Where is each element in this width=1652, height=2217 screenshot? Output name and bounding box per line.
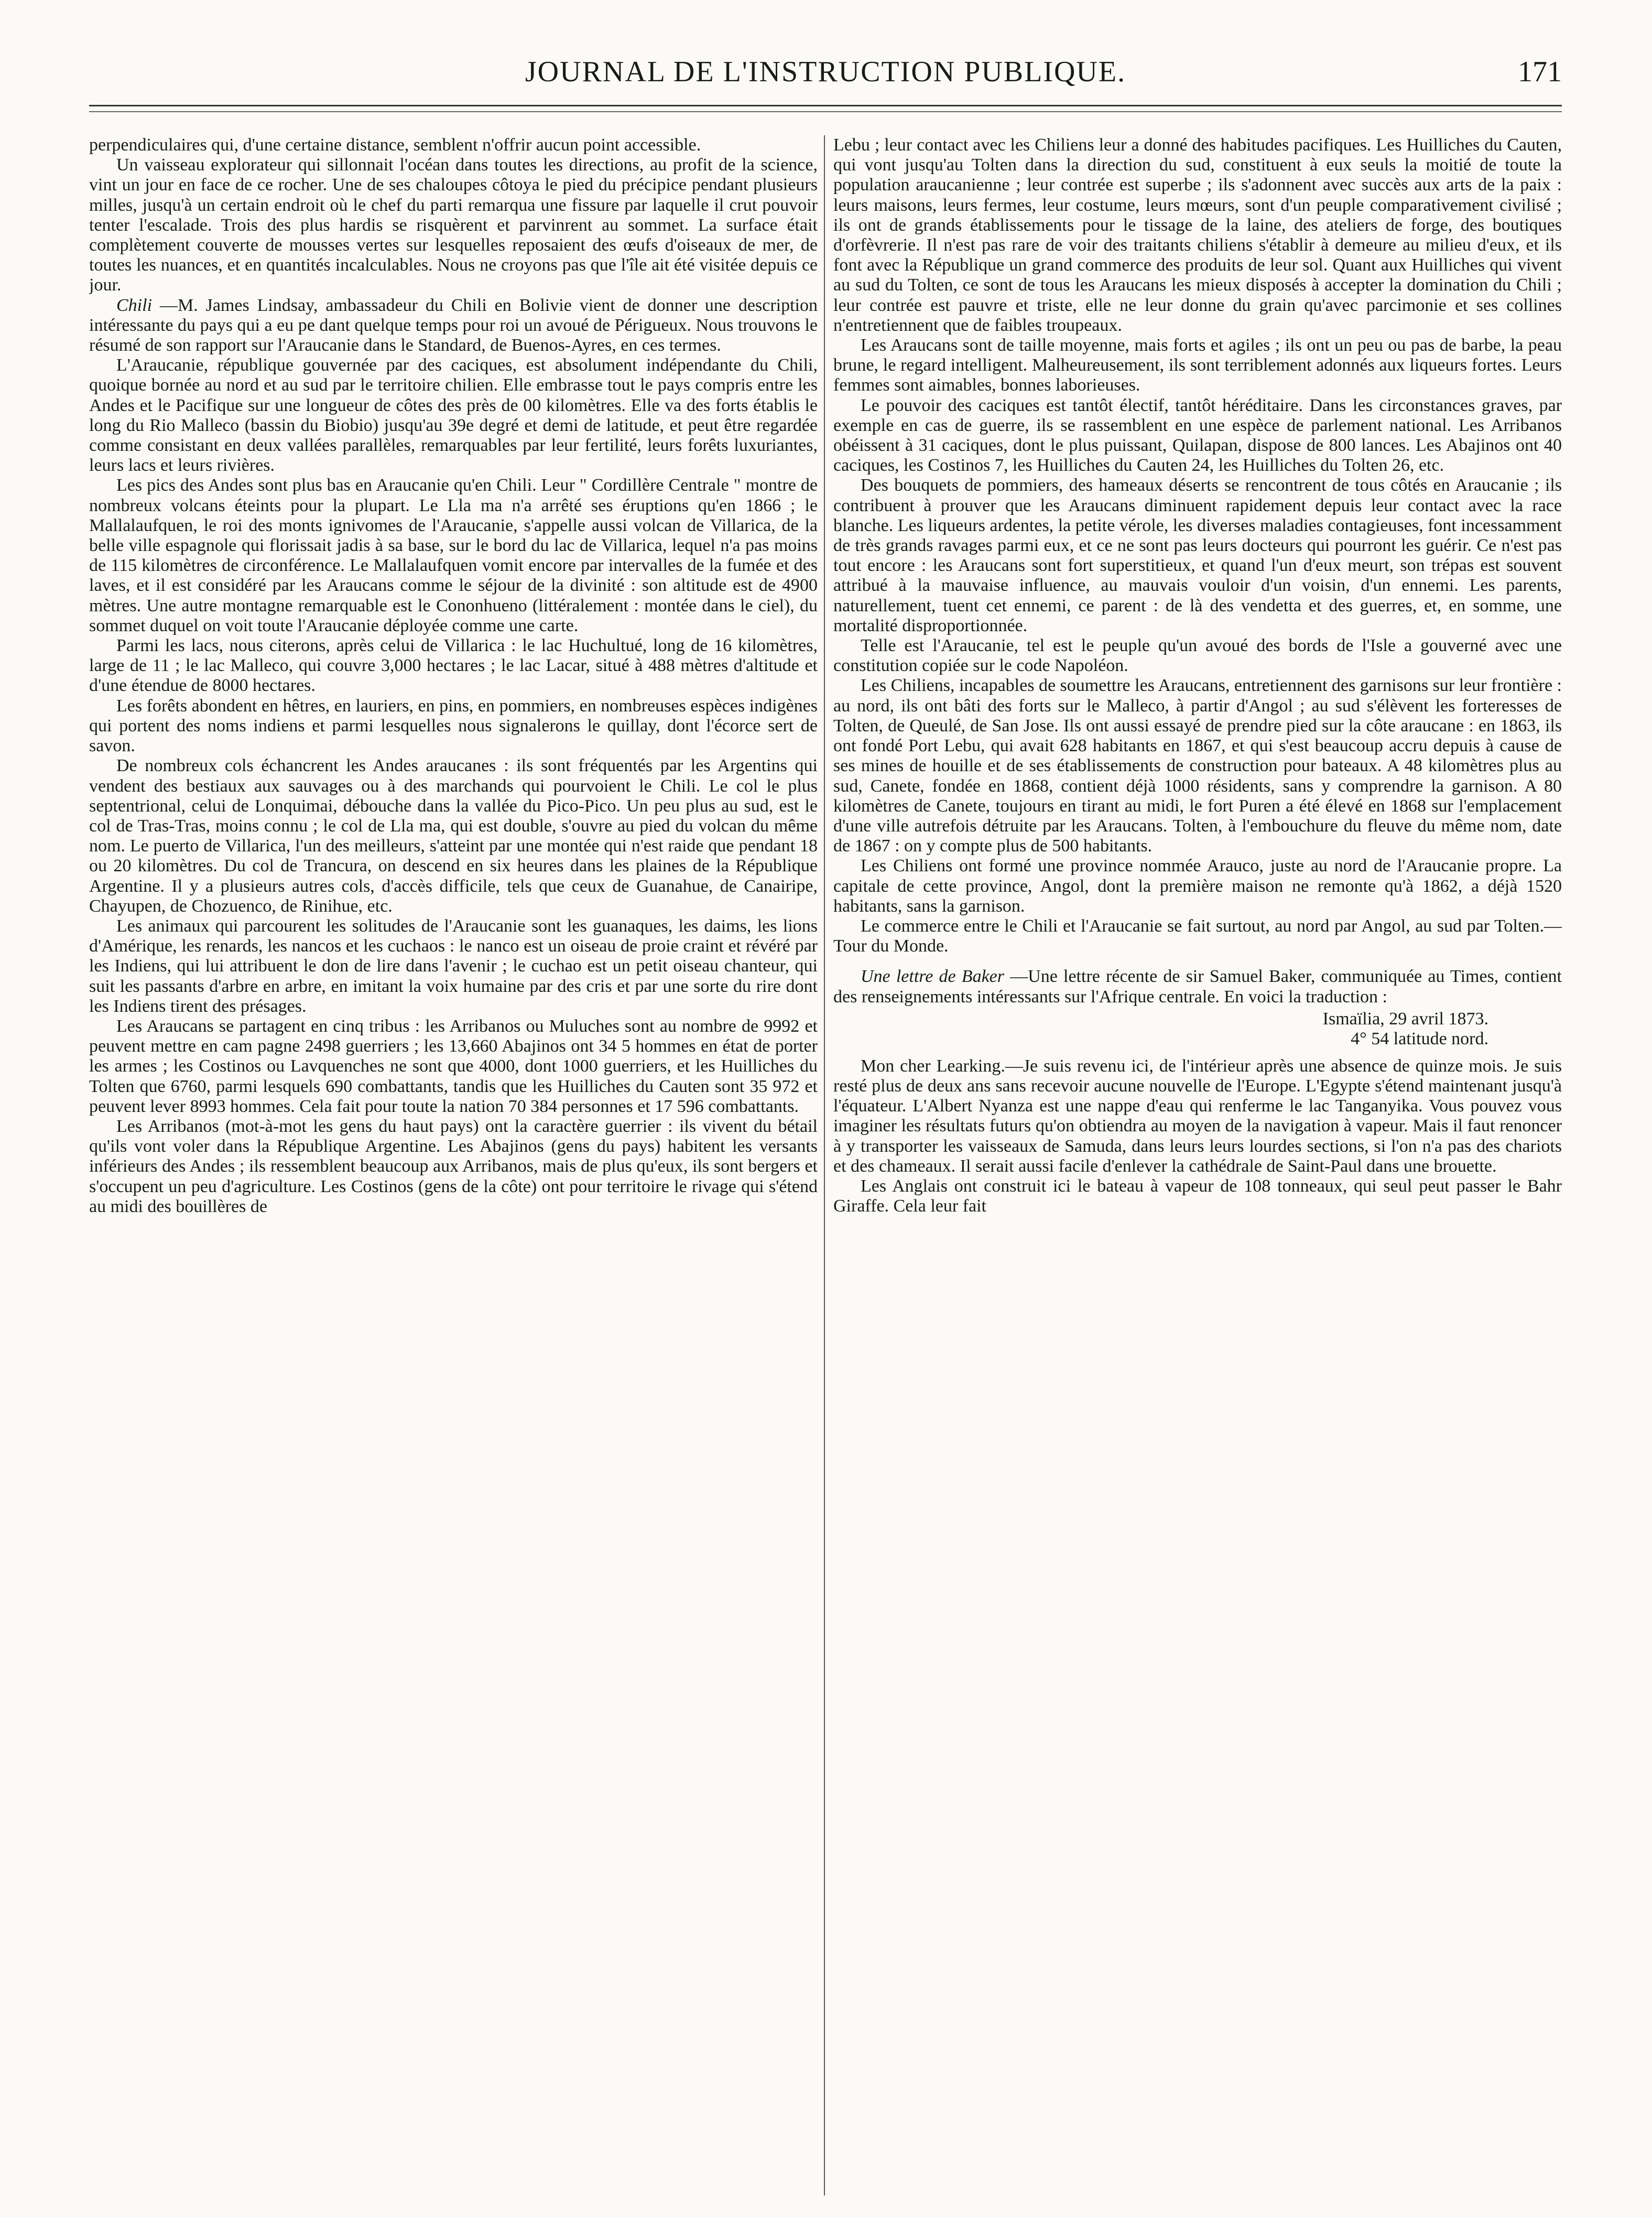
- paragraph: Les Anglais ont construit ici le bateau à vapeur de 108 tonneaux, qui seul peut passer le Bahr Giraffe. Cela leur fait: [833, 1176, 1562, 1216]
- paragraph: Les Araucans sont de taille moyenne, mais forts et agiles ; ils ont un peu ou pas de barbe, la peau brune, le regard intelligent. Malheureusement, ils sont terriblement adonnés aux liqueurs fortes. Leurs femmes sont aimables, bonnes laborieuses.: [833, 336, 1562, 395]
- paragraph: Les pics des Andes sont plus bas en Araucanie qu'en Chili. Leur " Cordillère Centrale " montre de nombreux volcans éteints pour la plupart. Le Lla ma n'a arrêté ses éruptions qu'en 1866 ; le Mallalaufquen, le roi des monts ignivomes de l'Araucanie, s'appelle aussi volcan de Villarica, de la belle ville espagnole qui florissait jadis à sa base, sur le bord du lac de Villarica, lequel n'a pas moins de 115 kilomètres de circonférence. Le Mallalaufquen vomit encore par intervalles de la fumée et des laves, et il est considéré par les Araucans comme le séjour de la divinité : son altitude est de 4900 mètres. Une autre montagne remarquable est le Cononhueno (littéralement : montée dans le ciel), du sommet duquel on voit toute l'Araucanie déployée comme une carte.: [89, 475, 818, 635]
- paragraph: Les Chiliens ont formé une province nommée Arauco, juste au nord de l'Araucanie propre. La capitale de cette province, Angol, dont la première maison ne remonte qu'à 1862, a déjà 1520 habitants, sans la garnison.: [833, 856, 1562, 916]
- paragraph: Le pouvoir des caciques est tantôt électif, tantôt héréditaire. Dans les circonstances graves, par exemple en cas de guerre, ils se rassemblent en une espèce de parlement national. Les Arribanos obéissent à 31 caciques, dont le plus puissant, Quilapan, dispose de 800 lances. Les Abajinos ont 40 caciques, les Costinos 7, les Huilliches du Cauten 24, les Huilliches du Tolten 26, etc.: [833, 395, 1562, 475]
- paragraph: Lebu ; leur contact avec les Chiliens leur a donné des habitudes pacifiques. Les Huilliches du Cauten, qui vont jusqu'au Tolten dans la direction du sud, constituent à eux seuls la moitié de toute la population araucanienne ; leur contrée est superbe ; ils s'adonnent avec succès aux arts de la paix : leurs maisons, leurs fermes, leur costume, leurs mœurs, sont d'un peuple comparativement civilisé ; ils ont de grands établissements pour le tissage de la laine, des ateliers de forge, des boutiques d'orfèvrerie. Il n'est pas rare de voir des traitants chiliens s'établir à demeure au milieu d'eux, et ils font avec la République un grand commerce des produits de leur sol. Quant aux Huilliches qui vivent au sud du Tolten, ce sont de tous les Araucans les mieux disposés à accepter la domination du Chili ; leur contrée est pauvre et triste, elle ne leur donne du grain qu'avec parcimonie et ses collines n'entretiennent que de faibles troupeaux.: [833, 135, 1562, 335]
- paragraph: Telle est l'Araucanie, tel est le peuple qu'un avoué des bords de l'Isle a gouverné avec une constitution copiée sur le code Napoléon.: [833, 636, 1562, 676]
- paragraph: Le commerce entre le Chili et l'Araucanie se fait surtout, au nord par Angol, au sud par Tolten.—Tour du Monde.: [833, 916, 1562, 956]
- paragraph-text: —Une lettre récente de sir Samuel Baker, communiquée au Times, contient des renseignements intéressants sur l'Afrique centrale. En voici la traduction :: [833, 967, 1562, 1007]
- paragraph: Les animaux qui parcourent les solitudes de l'Araucanie sont les guanaques, les daims, les lions d'Amérique, les renards, les nancos et les cuchaos : le nanco est un oiseau de proie craint et révéré par les Indiens, qui lui attribuent le don de lire dans l'avenir ; le cuchao est un petit oiseau chanteur, qui suit les passants d'arbre en arbre, en imitant la voix humaine par des cris et par une sorte du rire dont les Indiens tirent des présages.: [89, 916, 818, 1016]
- paragraph-text: —M. James Lindsay, ambassadeur du Chili en Bolivie vient de donner une description intéressante du pays qui a eu pe dant quelque temps pour roi un avoué de Périgueux. Nous trouvons le résumé de son rapport sur l'Araucanie dans le Standard, de Buenos-Ayres, en ces termes.: [89, 295, 818, 355]
- dateline-latitude: 4° 54 latitude nord.: [1351, 1029, 1488, 1048]
- header-rule-thin: [89, 111, 1562, 112]
- paragraph: De nombreux cols échancrent les Andes araucanes : ils sont fréquentés par les Argentins qui vendent des bestiaux aux sauvages ou à des marchands qui pourvoient le Chili. Le col le plus septentrional, celui de Lonquimai, débouche dans la vallée du Pico-Pico. Un peu plus au sud, est le col de Tras-Tras, moins connu ; le col de Lla ma, qui est double, s'ouvre au pied du volcan du même nom. Le puerto de Villarica, l'un des meilleurs, s'atteint par une montée qui n'est raide que pendant 18 ou 20 kilomètres. Du col de Trancura, on descend en six heures dans les plaines de la République Argentine. Il y a plusieurs autres cols, d'accès difficile, tels que ceux de Guanahue, de Canairipe, Chayupen, de Chozuenco, de Rinihue, etc.: [89, 756, 818, 916]
- header-rule: [89, 105, 1562, 106]
- section-lead: Une lettre de Baker: [861, 967, 1004, 987]
- letter-dateline: [833, 1009, 1562, 1049]
- right-column: [833, 135, 1562, 2196]
- paragraph: Mon cher Learking.—Je suis revenu ici, de l'intérieur après une absence de quinze mois. Je suis resté plus de deux ans sans recevoir aucune nouvelle de l'Europe. L'Egypte s'étend maintenant jusqu'à l'équateur. L'Albert Nyanza est une nappe d'eau qui renferme le lac Tanganyika. Vous pouvez vous imaginer les résultats futurs qu'on obtiendra au moyen de la navigation à vapeur. Mais il faut renoncer à y transporter les vaisseaux de Samuda, dans leurs leurs lourdes sections, si l'on n'a pas des chariots et des chameaux. Il serait aussi facile d'enlever la cathédrale de Saint-Paul dans une brouette.: [833, 1056, 1562, 1176]
- paragraph: perpendiculaires qui, d'une certaine distance, semblent n'offrir aucun point accessible.: [89, 135, 701, 155]
- page-number: 171: [1518, 56, 1562, 88]
- paragraph: Parmi les lacs, nous citerons, après celui de Villarica : le lac Huchultué, long de 16 kilomètres, large de 11 ; le lac Malleco, qui couvre 3,000 hectares ; le lac Lacar, situé à 488 mètres d'altitude et d'une étendue de 8000 hectares.: [89, 636, 818, 696]
- paragraph-baker: [833, 967, 1562, 1007]
- paragraph: Les forêts abondent en hêtres, en lauriers, en pins, en pommiers, en nombreuses espèces indigènes qui portent des noms indiens et parmi lesquelles nous signalerons le quillay, dont l'écorce sert de savon.: [89, 696, 818, 756]
- section-lead: Chili: [116, 295, 153, 315]
- paragraph: Des bouquets de pommiers, des hameaux déserts se rencontrent de tous côtés en Araucanie ; ils contribuent à prouver que les Araucans diminuent rapidement depuis leur contact avec la race blanche. Les liqueurs ardentes, la petite vérole, les diverses maladies contagieuses, font incessamment de très grands ravages parmi eux, et ce ne sont pas leurs docteurs qui pourront les guérir. Ce n'est pas tout encore : les Araucans sont fort superstitieux, et quand l'un d'eux meurt, son trépas est souvent attribué à la mauvaise influence, au mauvais vouloir d'un voisin, d'un ennemi. Les parents, naturellement, tuent cet ennemi, ce parent : de là des vendetta et des guerres, et, en somme, une mortalité disproportionnée.: [833, 475, 1562, 635]
- left-column: [89, 135, 818, 2196]
- page-header: [89, 50, 1562, 97]
- paragraph: Les Araucans se partagent en cinq tribus : les Arribanos ou Muluches sont au nombre de 9992 et peuvent mettre en cam pagne 2498 guerriers ; les 13,660 Abajinos ont 34 5 hommes en état de porter les armes ; les Costinos ou Lavquenches ne sont que 4000, dont 1000 guerriers, et les Huilliches du Tolten que 6760, parmi lesquels 690 combattants, tandis que les Huilliches du Cauten sont 35 972 et peuvent lever 8993 hommes. Cela fait pour toute la nation 70 384 personnes et 17 596 combattants.: [89, 1016, 818, 1116]
- paragraph: L'Araucanie, république gouvernée par des caciques, est absolument indépendante du Chili, quoique bornée au nord et au sud par le territoire chilien. Elle embrasse tout le pays compris entre les Andes et le Pacifique sur une longueur de côtes des près de 00 kilomètres. Elle va des forts établis le long du Rio Malleco (bassin du Biobio) jusqu'au 39e degré et demi de latitude, et peut être regardée comme consistant en deux vallées parallèles, remarquables par leur fertilité, leurs forêts luxuriantes, leurs lacs et leurs rivières.: [89, 355, 818, 475]
- column-divider: [824, 135, 825, 2196]
- paragraph: Un vaisseau explorateur qui sillonnait l'océan dans toutes les directions, au profit de la science, vint un jour en face de ce rocher. Une de ses chaloupes côtoya le pied du précipice pendant plusieurs milles, jusqu'à un certain endroit où le chef du parti remarqua une fissure par laquelle il crut pouvoir tenter l'escalade. Trois des plus hardis se risquèrent et parvinrent au sommet. La surface était complètement couverte de mousses vertes sur lesquelles reposaient des œufs d'oiseaux de mer, de toutes les nuances, et en quantités incalculables. Nous ne croyons pas que l'île ait été visitée depuis ce jour.: [89, 155, 818, 295]
- journal-title: JOURNAL DE L'INSTRUCTION PUBLIQUE.: [525, 56, 1126, 88]
- paragraph-chili: [89, 296, 818, 356]
- dateline-place-date: Ismaïlia, 29 avril 1873.: [1322, 1009, 1488, 1029]
- paragraph: Les Arribanos (mot-à-mot les gens du haut pays) ont la caractère guerrier : ils vivent du bétail qu'ils vont voler dans la République Argentine. Les Abajinos (gens du pays) habitent les versants inférieurs des Andes ; ils ressemblent beaucoup aux Arribanos, mais de plus qu'eux, ils sont bergers et s'occupent un peu d'agriculture. Les Costinos (gens de la côte) ont pour territoire le rivage qui s'étend au midi des bouillères de: [89, 1116, 818, 1216]
- paragraph: Les Chiliens, incapables de soumettre les Araucans, entretiennent des garnisons sur leur frontière : au nord, ils ont bâti des forts sur le Malleco, à partir d'Angol ; au sud s'élèvent les forteresses de Tolten, de Queulé, de San Jose. Ils ont aussi essayé de prendre pied sur la côte araucane : en 1863, ils ont fondé Port Lebu, qui avait 628 habitants en 1867, et qui s'est beaucoup accru depuis à cause de ses mines de houille et de ses établissements de construction pour bateaux. A 48 kilomètres plus au sud, Canete, fondée en 1868, contient déjà 1000 résidents, sans y comprendre la garnison. A 80 kilomètres de Canete, toujours en tirant au midi, le fort Puren a été élevé en 1868 sur l'emplacement d'une ville autrefois détruite par les Araucans. Tolten, à l'embouchure du fleuve du même nom, date de 1867 : on y compte plus de 500 habitants.: [833, 676, 1562, 856]
